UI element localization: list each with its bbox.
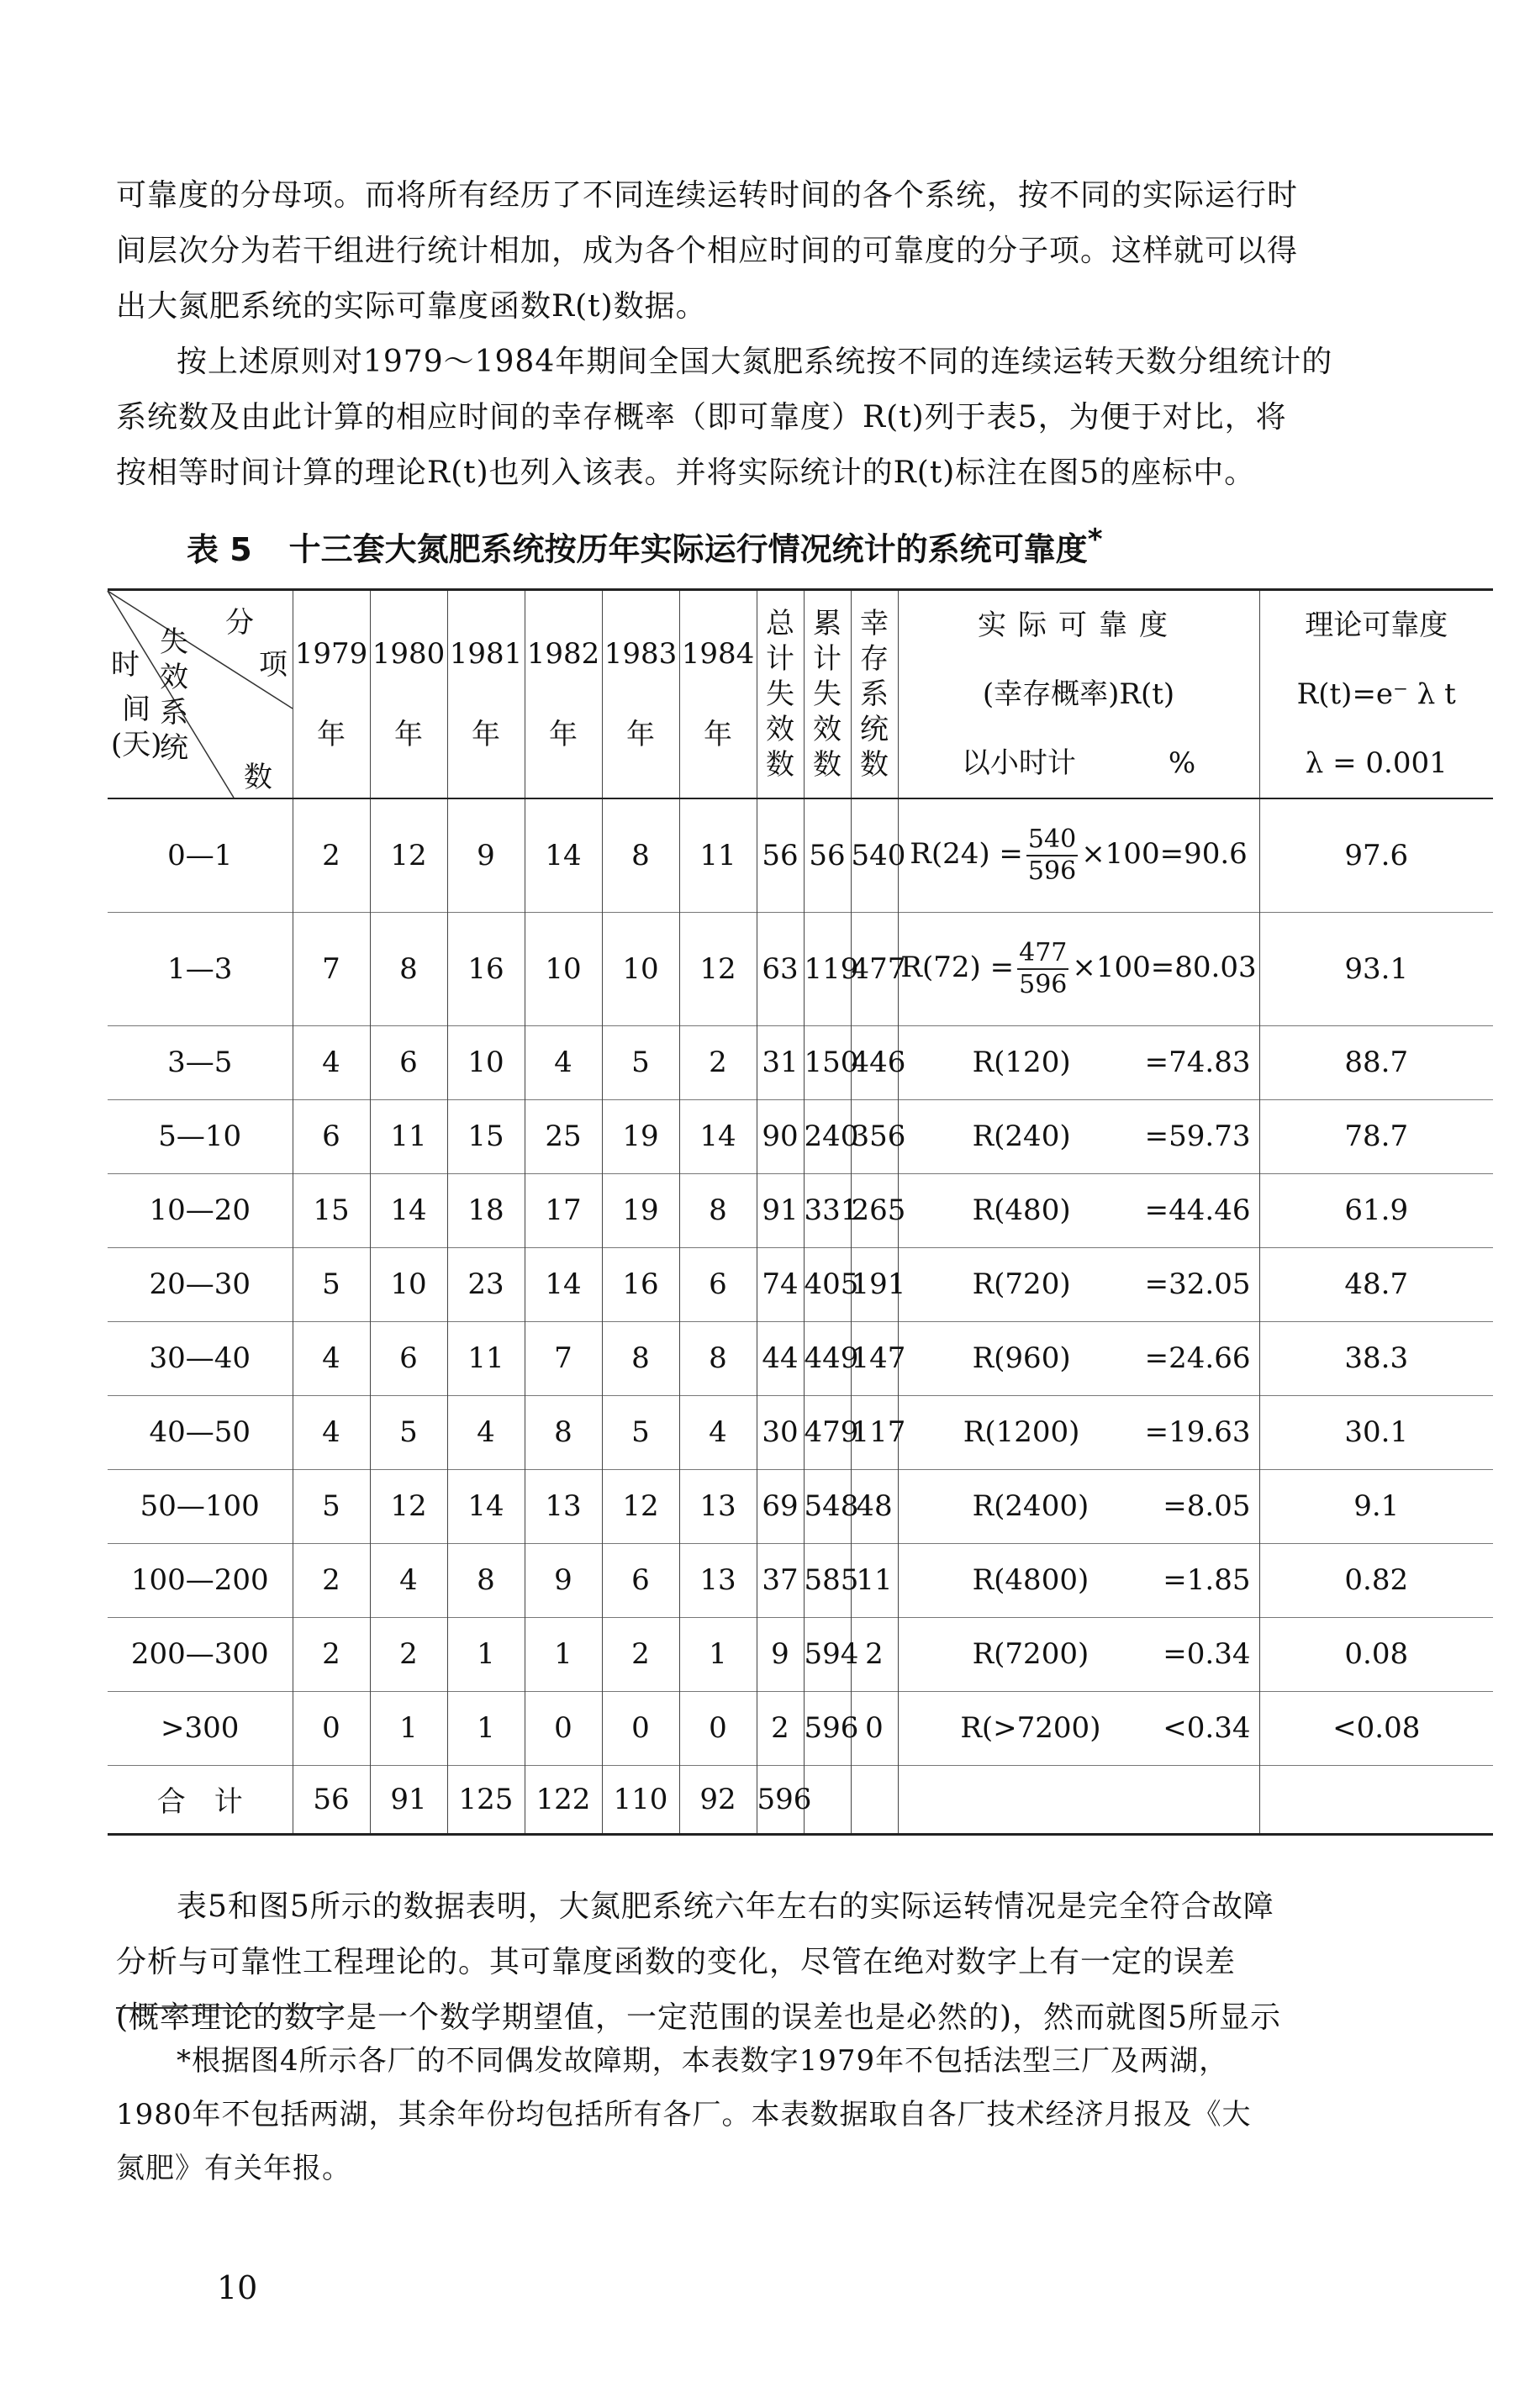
year-header: 1982 年 xyxy=(525,590,602,799)
cell-year-count: 1 xyxy=(525,1617,602,1691)
r-value: =1.85 xyxy=(1163,1563,1251,1597)
cell-actual-reliability xyxy=(898,1247,1259,1321)
cell-year-count: 12 xyxy=(370,1469,447,1543)
r-label: R(4800) xyxy=(972,1563,1089,1597)
cell-year-count: 6 xyxy=(293,1099,370,1173)
cell-year-count: 8 xyxy=(370,912,447,1025)
cell-year-count: 16 xyxy=(602,1247,679,1321)
cell-range: 100—200 xyxy=(130,1563,269,1597)
footnote-line: 氮肥》有关年报。 xyxy=(116,2152,351,2185)
cell-year-count: 19 xyxy=(602,1173,679,1247)
cell-year-count: 2 xyxy=(602,1617,679,1691)
total-fail-sum: 596 xyxy=(757,1765,804,1834)
total-label: 合 计 xyxy=(156,1785,243,1819)
empty-cell xyxy=(1259,1765,1493,1834)
total-year-count: 56 xyxy=(293,1765,370,1834)
text-line: 按上述原则对1979～1984年期间全国大氮肥系统按不同的连续运转天数分组统计的 xyxy=(177,345,1333,379)
year-header: 1983 年 xyxy=(602,590,679,799)
year-header: 1984 年 xyxy=(679,590,757,799)
cell-year-count: 4 xyxy=(293,1025,370,1099)
corner-label-bottom: 数 xyxy=(244,761,272,794)
corner-label-left-top: 时 xyxy=(111,648,140,682)
r-value: =24.66 xyxy=(1144,1341,1251,1375)
corner-label-top: 分 xyxy=(225,606,254,640)
cell-actual-reliability xyxy=(898,798,1259,912)
cell-actual-reliability xyxy=(898,1543,1259,1617)
table-caption-text: 十三套大氮肥系统按历年实际运行情况统计的系统可靠度 xyxy=(288,530,1088,568)
survive-header: 幸存系统数 xyxy=(851,590,898,799)
theory-reliability-header: 理论可靠度 R(t)=e⁻ λ t λ = 0.001 xyxy=(1259,590,1493,799)
r-value: =19.63 xyxy=(1144,1415,1251,1449)
table-row xyxy=(108,1691,1493,1765)
cell-year-count: 11 xyxy=(370,1099,447,1173)
cell-year-count: 7 xyxy=(525,1321,602,1395)
cell-cum: 150 xyxy=(804,1025,851,1099)
cell-year-count: 10 xyxy=(447,1025,525,1099)
fraction-denominator: 596 xyxy=(1027,856,1077,886)
cell-year-count: 5 xyxy=(602,1395,679,1469)
cell-year-count: 15 xyxy=(293,1173,370,1247)
paragraph-conclusion xyxy=(116,1879,1478,2046)
cell-total: 30 xyxy=(757,1395,804,1469)
r-label: R(480) xyxy=(972,1193,1071,1227)
cell-theory: 93.1 xyxy=(1259,912,1493,1025)
paragraph-method xyxy=(116,335,1478,501)
total-year-count: 92 xyxy=(679,1765,757,1834)
text-line: 出大氮肥系统的实际可靠度函数R(t)数据。 xyxy=(116,289,707,324)
r-label: R(720) xyxy=(972,1267,1071,1301)
cell-year-count: 19 xyxy=(602,1099,679,1173)
cell-year-count: 2 xyxy=(370,1617,447,1691)
cell-year-count: 6 xyxy=(370,1025,447,1099)
cell-year-count: 6 xyxy=(679,1247,757,1321)
table-row xyxy=(108,1395,1493,1469)
r-label: R(120) xyxy=(972,1046,1071,1079)
r-label: R(1200) xyxy=(963,1415,1080,1449)
cell-year-count: 9 xyxy=(447,798,525,912)
cell-year-count: 13 xyxy=(679,1543,757,1617)
table-row xyxy=(108,1617,1493,1691)
fraction xyxy=(1026,825,1078,887)
cell-theory: 30.1 xyxy=(1259,1395,1493,1469)
table-row xyxy=(108,1321,1493,1395)
cell-range: 200—300 xyxy=(130,1637,269,1671)
cell-year-count: 4 xyxy=(370,1543,447,1617)
cell-cum: 240 xyxy=(804,1099,851,1173)
total-fail-header: 总计失效数 xyxy=(757,590,804,799)
r-value: =0.34 xyxy=(1163,1637,1251,1671)
cell-range: 10—20 xyxy=(149,1193,251,1227)
cell-year-count: 8 xyxy=(602,798,679,912)
fraction-numerator: 477 xyxy=(1017,938,1068,970)
r-tail: ×100=80.03 xyxy=(1072,950,1257,984)
cell-survive: 265 xyxy=(851,1173,898,1247)
cell-year-count: 4 xyxy=(293,1321,370,1395)
cell-year-count: 25 xyxy=(525,1099,602,1173)
cell-survive: 2 xyxy=(851,1617,898,1691)
text-line: 可靠度的分母项。而将所有经历了不同连续运转时间的各个系统，按不同的实际运行时 xyxy=(116,178,1299,213)
cell-year-count: 15 xyxy=(447,1099,525,1173)
cell-total: 9 xyxy=(757,1617,804,1691)
table-row xyxy=(108,1469,1493,1543)
text-line: 按相等时间计算的理论R(t)也列入该表。并将实际统计的R(t)标注在图5的座标中。 xyxy=(116,456,1256,490)
cell-cum: 479 xyxy=(804,1395,851,1469)
cell-year-count: 1 xyxy=(679,1617,757,1691)
table-row xyxy=(108,798,1493,912)
cell-year-count: 7 xyxy=(293,912,370,1025)
cell-year-count: 4 xyxy=(447,1395,525,1469)
cell-total: 44 xyxy=(757,1321,804,1395)
r-label: R(>7200) xyxy=(960,1711,1101,1745)
footnote-divider xyxy=(116,2007,343,2009)
paragraph-intro xyxy=(116,168,1478,335)
r-label: R(24) = xyxy=(910,836,1023,871)
cell-range: 50—100 xyxy=(140,1489,260,1523)
cell-year-count: 0 xyxy=(525,1691,602,1765)
cell-total: 31 xyxy=(757,1025,804,1099)
table-caption xyxy=(187,523,1102,570)
text-line: (概率理论的数字是一个数学期望值，一定范围的误差也是必然的)，然而就图5所显示 xyxy=(116,2000,1281,2035)
cell-cum: 596 xyxy=(804,1691,851,1765)
cell-year-count: 4 xyxy=(293,1395,370,1469)
table-row xyxy=(108,1099,1493,1173)
cell-theory: 88.7 xyxy=(1259,1025,1493,1099)
total-row xyxy=(108,1765,1493,1834)
cell-year-count: 23 xyxy=(447,1247,525,1321)
cell-total: 56 xyxy=(757,798,804,912)
cell-survive: 0 xyxy=(851,1691,898,1765)
r-value: =32.05 xyxy=(1144,1267,1251,1301)
cell-year-count: 13 xyxy=(525,1469,602,1543)
cell-year-count: 8 xyxy=(447,1543,525,1617)
table-row xyxy=(108,1543,1493,1617)
r-value: =44.46 xyxy=(1144,1193,1251,1227)
cell-year-count: 14 xyxy=(525,1247,602,1321)
cell-range: 20—30 xyxy=(149,1267,251,1301)
cell-year-count: 1 xyxy=(447,1617,525,1691)
cell-actual-reliability xyxy=(898,1691,1259,1765)
r-value: =59.73 xyxy=(1144,1120,1251,1153)
reliability-table xyxy=(108,588,1493,1836)
cell-theory: 38.3 xyxy=(1259,1321,1493,1395)
year-header: 1980 年 xyxy=(370,590,447,799)
cell-survive: 540 xyxy=(851,798,898,912)
fraction-denominator: 596 xyxy=(1019,969,1068,999)
r-value: =74.83 xyxy=(1144,1046,1251,1079)
cell-cum: 405 xyxy=(804,1247,851,1321)
text-line: 系统数及由此计算的相应时间的幸存概率（即可靠度）R(t)列于表5，为便于对比，将 xyxy=(116,400,1287,435)
total-year-count: 110 xyxy=(602,1765,679,1834)
cell-year-count: 10 xyxy=(602,912,679,1025)
empty-cell xyxy=(851,1765,898,1834)
fraction xyxy=(1017,938,1068,1000)
cell-year-count: 14 xyxy=(447,1469,525,1543)
cell-year-count: 2 xyxy=(293,1543,370,1617)
total-year-count: 91 xyxy=(370,1765,447,1834)
cell-year-count: 17 xyxy=(525,1173,602,1247)
cell-year-count: 4 xyxy=(679,1395,757,1469)
footnote-line: *根据图4所示各厂的不同偶发故障期，本表数字1979年不包括法型三厂及两湖， xyxy=(177,2044,1229,2078)
cell-range: 40—50 xyxy=(149,1415,251,1449)
r-value: <0.34 xyxy=(1163,1711,1251,1745)
cell-year-count: 16 xyxy=(447,912,525,1025)
cell-year-count: 2 xyxy=(679,1025,757,1099)
corner-header xyxy=(108,590,293,799)
cell-survive: 191 xyxy=(851,1247,898,1321)
cell-survive: 11 xyxy=(851,1543,898,1617)
cell-total: 91 xyxy=(757,1173,804,1247)
fraction-numerator: 540 xyxy=(1026,825,1078,856)
cell-survive: 446 xyxy=(851,1025,898,1099)
cell-year-count: 2 xyxy=(293,798,370,912)
cell-actual-reliability xyxy=(898,1099,1259,1173)
cell-range: 0—1 xyxy=(167,838,233,872)
cell-survive: 356 xyxy=(851,1099,898,1173)
year-header: 1979 年 xyxy=(293,590,370,799)
cell-actual-reliability xyxy=(898,1321,1259,1395)
table-row xyxy=(108,1247,1493,1321)
r-tail: ×100=90.6 xyxy=(1081,836,1248,871)
cell-theory: 48.7 xyxy=(1259,1247,1493,1321)
cell-year-count: 5 xyxy=(293,1469,370,1543)
cell-year-count: 11 xyxy=(447,1321,525,1395)
cell-cum: 594 xyxy=(804,1617,851,1691)
cell-year-count: 0 xyxy=(293,1691,370,1765)
cell-year-count: 1 xyxy=(370,1691,447,1765)
cell-actual-reliability xyxy=(898,1025,1259,1099)
cell-year-count: 5 xyxy=(370,1395,447,1469)
cell-cum: 119 xyxy=(804,912,851,1025)
cell-theory: 61.9 xyxy=(1259,1173,1493,1247)
r-label: R(960) xyxy=(972,1341,1071,1375)
cell-actual-reliability xyxy=(898,1469,1259,1543)
cell-theory: 78.7 xyxy=(1259,1099,1493,1173)
cell-survive: 147 xyxy=(851,1321,898,1395)
cell-range: 30—40 xyxy=(149,1341,251,1375)
cell-actual-reliability xyxy=(898,1395,1259,1469)
cell-range: >300 xyxy=(161,1711,240,1745)
cell-year-count: 8 xyxy=(679,1173,757,1247)
corner-label-right: 项 xyxy=(259,648,288,682)
year-header: 1981 年 xyxy=(447,590,525,799)
empty-cell xyxy=(898,1765,1259,1834)
cell-year-count: 4 xyxy=(525,1025,602,1099)
cell-year-count: 14 xyxy=(370,1173,447,1247)
cum-fail-header: 累计失效数 xyxy=(804,590,851,799)
actual-reliability-header: 实际可靠度 (幸存概率)R(t) 以小时计 % xyxy=(898,590,1259,799)
cell-year-count: 0 xyxy=(679,1691,757,1765)
cell-total: 2 xyxy=(757,1691,804,1765)
cell-actual-reliability xyxy=(898,912,1259,1025)
cell-theory: 9.1 xyxy=(1259,1469,1493,1543)
r-label: R(2400) xyxy=(972,1489,1089,1523)
cell-year-count: 8 xyxy=(602,1321,679,1395)
cell-year-count: 11 xyxy=(679,798,757,912)
cell-year-count: 12 xyxy=(602,1469,679,1543)
cell-theory: 97.6 xyxy=(1259,798,1493,912)
cell-year-count: 14 xyxy=(679,1099,757,1173)
r-label: R(7200) xyxy=(972,1637,1089,1671)
cell-year-count: 18 xyxy=(447,1173,525,1247)
cell-year-count: 5 xyxy=(602,1025,679,1099)
corner-label-left-bottom: 间(天) xyxy=(111,693,162,761)
cell-cum: 548 xyxy=(804,1469,851,1543)
r-label: R(240) xyxy=(972,1120,1071,1153)
footnote xyxy=(116,2034,1478,2195)
cell-total: 90 xyxy=(757,1099,804,1173)
cell-cum: 585 xyxy=(804,1543,851,1617)
table-row xyxy=(108,1173,1493,1247)
cell-year-count: 10 xyxy=(370,1247,447,1321)
cell-range: 1—3 xyxy=(167,951,233,986)
cell-year-count: 6 xyxy=(370,1321,447,1395)
cell-range: 3—5 xyxy=(167,1046,233,1079)
footnote-mark: * xyxy=(1087,523,1103,556)
cell-year-count: 9 xyxy=(525,1543,602,1617)
cell-survive: 117 xyxy=(851,1395,898,1469)
cell-year-count: 2 xyxy=(293,1617,370,1691)
cell-year-count: 12 xyxy=(679,912,757,1025)
table-row xyxy=(108,912,1493,1025)
cell-range: 5—10 xyxy=(158,1120,242,1153)
cell-year-count: 8 xyxy=(525,1395,602,1469)
cell-actual-reliability xyxy=(898,1173,1259,1247)
cell-year-count: 8 xyxy=(679,1321,757,1395)
text-line: 分析与可靠性工程理论的。其可靠度函数的变化，尽管在绝对数字上有一定的误差 xyxy=(116,1945,1237,1979)
footnote-line: 1980年不包括两湖，其余年份均包括所有各厂。本表数据取自各厂技术经济月报及《大 xyxy=(116,2098,1252,2131)
cell-year-count: 5 xyxy=(293,1247,370,1321)
table-header-row xyxy=(108,590,1493,799)
cell-cum: 331 xyxy=(804,1173,851,1247)
cell-total: 37 xyxy=(757,1543,804,1617)
text-line: 间层次分为若干组进行统计相加，成为各个相应时间的可靠度的分子项。这样就可以得 xyxy=(116,234,1299,268)
cell-year-count: 6 xyxy=(602,1543,679,1617)
cell-cum: 449 xyxy=(804,1321,851,1395)
cell-actual-reliability xyxy=(898,1617,1259,1691)
cell-theory: 0.82 xyxy=(1259,1543,1493,1617)
cell-cum: 56 xyxy=(804,798,851,912)
table-body xyxy=(108,798,1493,1834)
cell-theory: <0.08 xyxy=(1259,1691,1493,1765)
table-caption-label: 表 5 xyxy=(187,530,252,568)
cell-year-count: 10 xyxy=(525,912,602,1025)
total-year-count: 122 xyxy=(525,1765,602,1834)
cell-theory: 0.08 xyxy=(1259,1617,1493,1691)
cell-year-count: 1 xyxy=(447,1691,525,1765)
table-row xyxy=(108,1025,1493,1099)
r-value: =8.05 xyxy=(1163,1489,1251,1523)
page-number: 10 xyxy=(217,2269,258,2306)
cell-year-count: 0 xyxy=(602,1691,679,1765)
r-label: R(72) = xyxy=(900,950,1015,984)
total-year-count: 125 xyxy=(447,1765,525,1834)
cell-year-count: 13 xyxy=(679,1469,757,1543)
cell-total: 63 xyxy=(757,912,804,1025)
text-line: 表5和图5所示的数据表明，大氮肥系统六年左右的实际运转情况是完全符合故障 xyxy=(177,1889,1274,1924)
cell-survive: 477 xyxy=(851,912,898,1025)
cell-year-count: 14 xyxy=(525,798,602,912)
corner-label-mid: 失效系统 xyxy=(160,625,188,765)
cell-total: 74 xyxy=(757,1247,804,1321)
cell-survive: 48 xyxy=(851,1469,898,1543)
cell-total: 69 xyxy=(757,1469,804,1543)
cell-year-count: 12 xyxy=(370,798,447,912)
